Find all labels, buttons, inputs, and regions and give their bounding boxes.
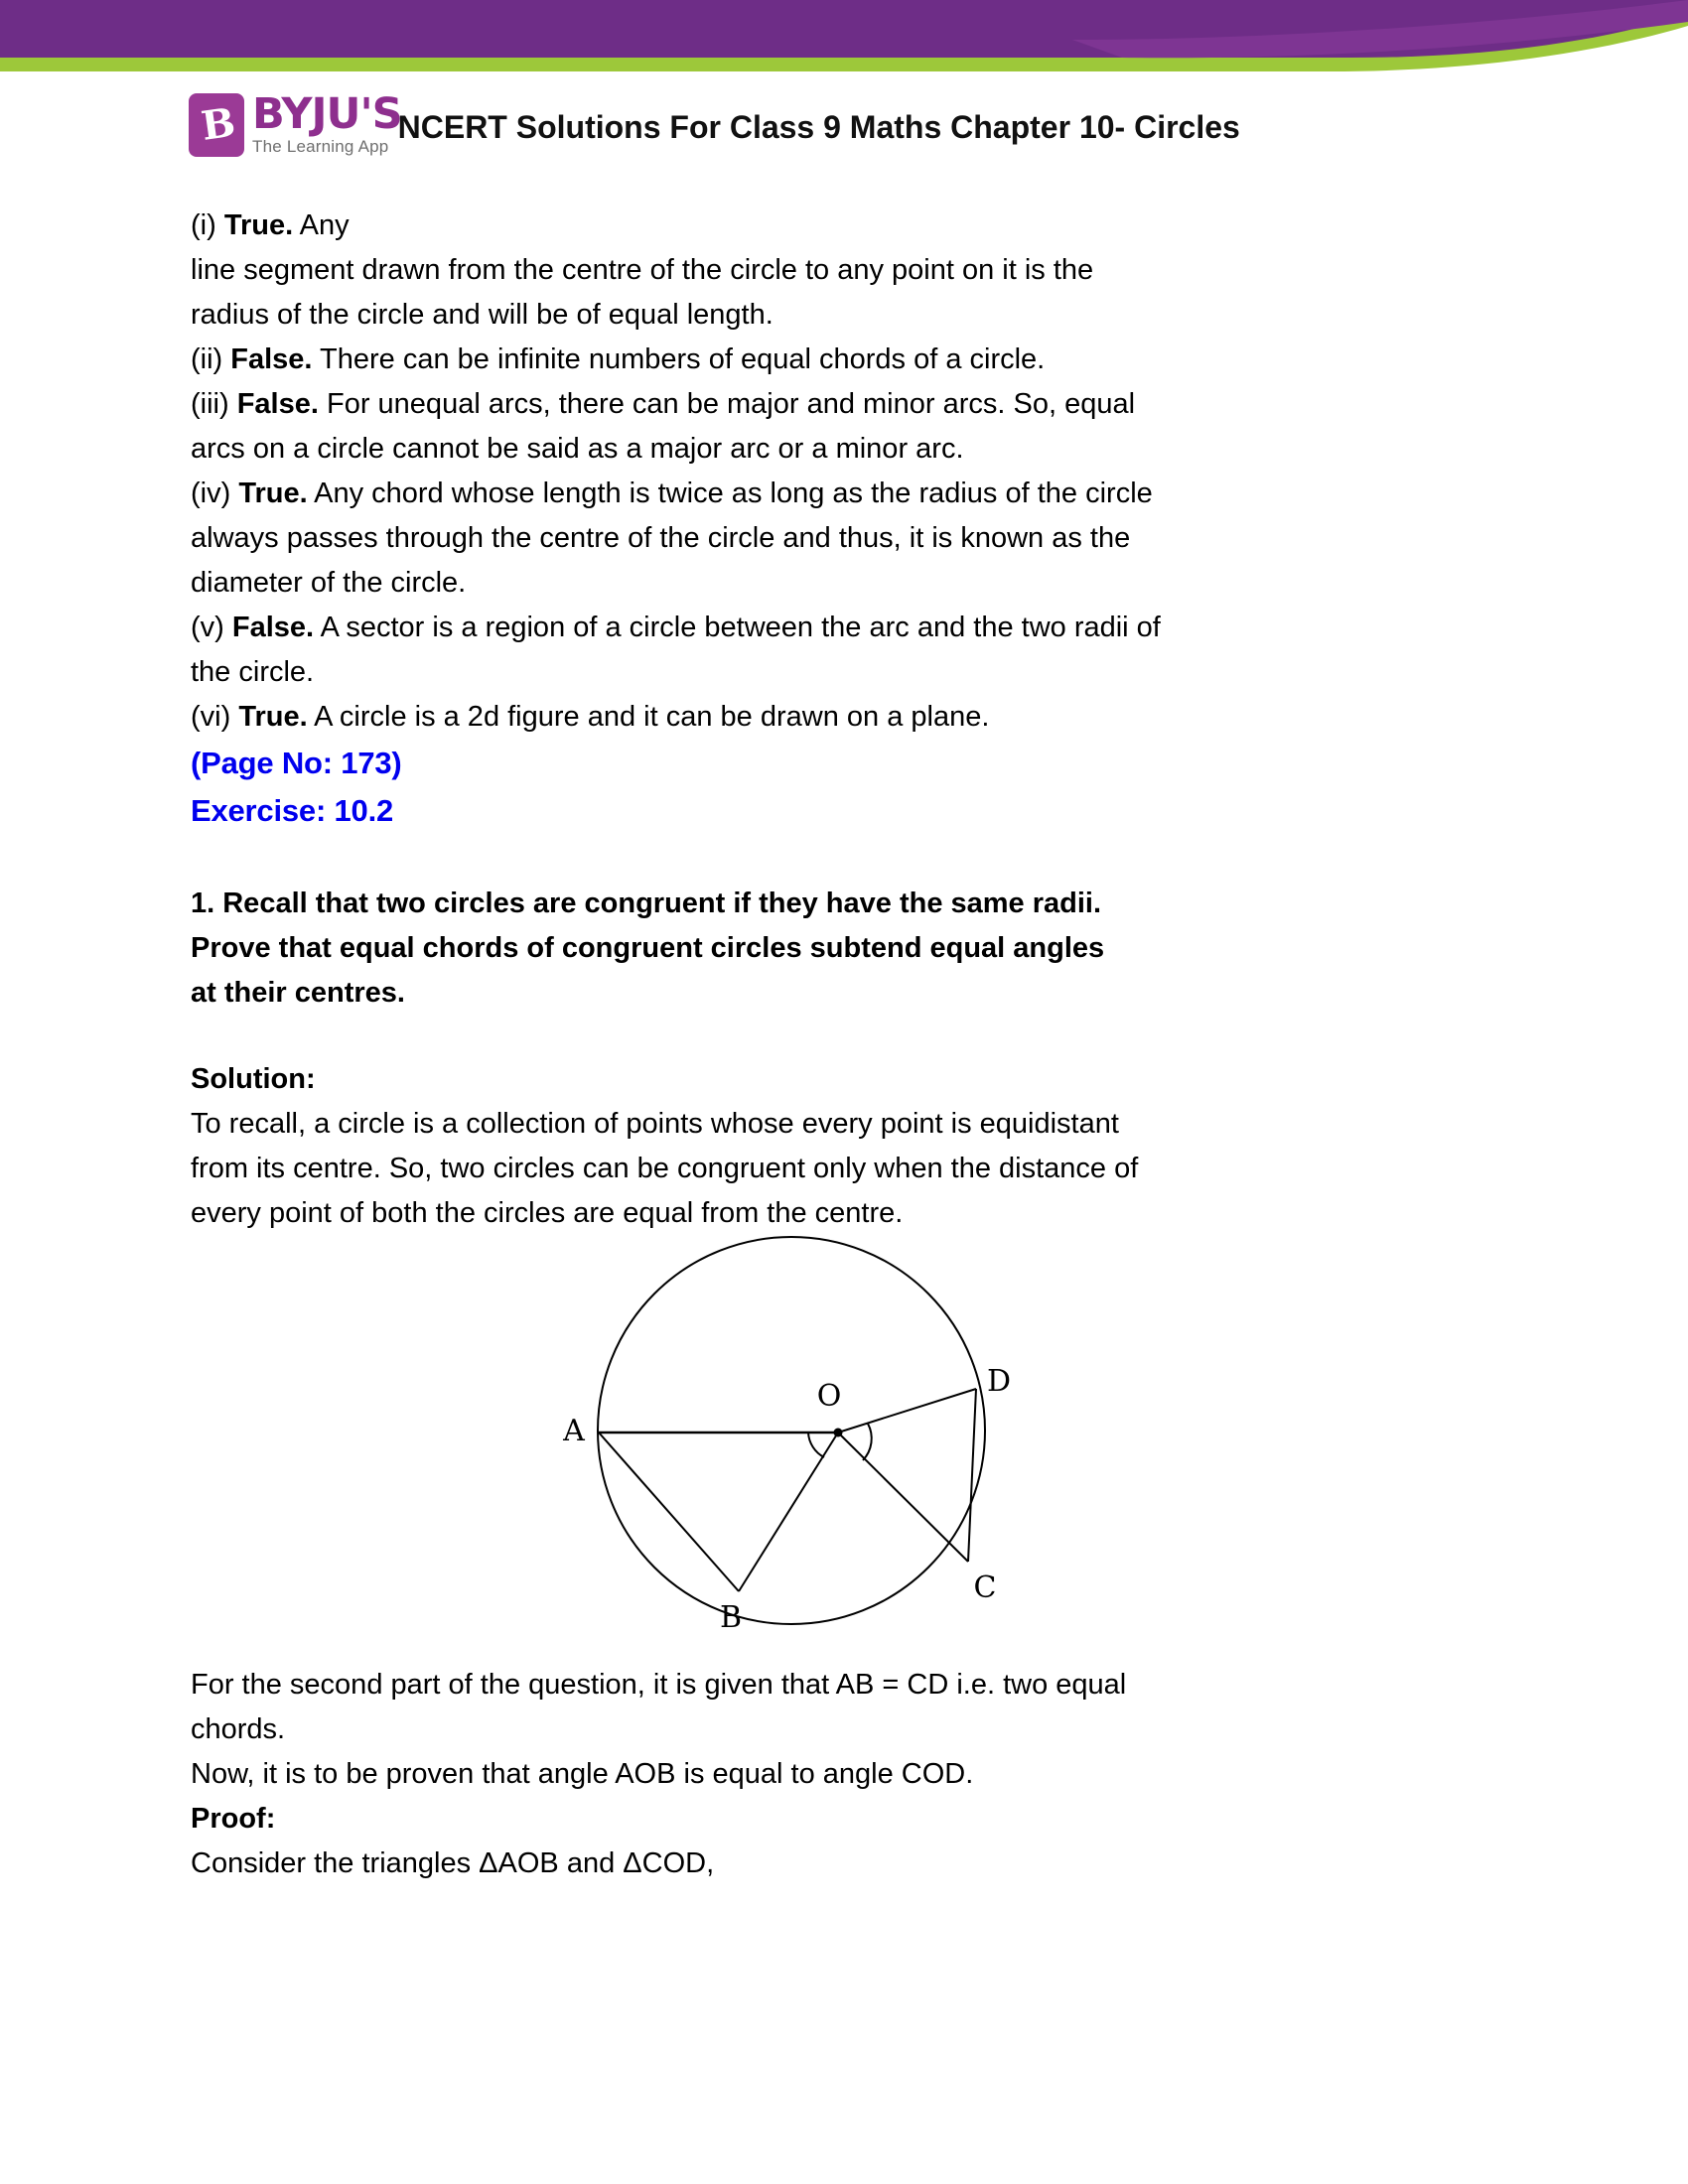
solution-line-2: from its centre. So, two circles can be congruent only when the distance of — [191, 1153, 1139, 1184]
logo-letter-b: B — [198, 98, 238, 150]
tf-num: (iii) — [191, 388, 229, 420]
top-banner — [0, 0, 1688, 99]
tf-text: There can be infinite numbers of equal chords of a circle. — [312, 343, 1046, 375]
after-figure-line-1: For the second part of the question, it is given that AB = CD i.e. two equal — [191, 1669, 1127, 1701]
tf-text: Any — [293, 209, 350, 241]
tf-item-i-line3: radius of the circle and will be of equal length. — [191, 299, 774, 331]
tf-text: For unequal arcs, there can be major and minor arcs. So, equal — [318, 388, 1136, 420]
tf-item-iv — [191, 472, 1501, 516]
tf-item-i-line2: line segment drawn from the centre of the circle to any point on it is the — [191, 254, 1094, 286]
spacer — [191, 835, 1501, 882]
tf-item-iv-line2: always passes through the centre of the circle and thus, it is known as the — [191, 522, 1131, 554]
label-o: O — [816, 1379, 842, 1414]
tf-text: Any chord whose length is twice as long as the radius of the circle — [307, 478, 1153, 509]
byjus-logo-text — [252, 89, 402, 157]
exercise-heading: Exercise: 10.2 — [191, 793, 394, 828]
chord-cd — [968, 1389, 976, 1562]
angle-arc-cod — [863, 1424, 872, 1460]
main-circle — [598, 1237, 985, 1624]
question-line-3: at their centres. — [191, 977, 405, 1009]
radius-od — [838, 1389, 976, 1433]
tf-num: (ii) — [191, 343, 223, 375]
figure-container — [191, 1236, 1501, 1663]
proof-label: Proof: — [191, 1803, 276, 1835]
byjus-logo-mark — [189, 93, 244, 157]
page-header — [189, 89, 1240, 169]
circle-diagram — [563, 1244, 1025, 1641]
tf-verdict: True. — [238, 478, 308, 509]
tf-item-iii-line2: arcs on a circle cannot be said as a major arc or a minor arc. — [191, 433, 964, 465]
proof-line: Consider the triangles ΔAOB and ΔCOD, — [191, 1847, 715, 1879]
solution-line-3: every point of both the circles are equal from the centre. — [191, 1197, 904, 1229]
tf-verdict: False. — [230, 343, 313, 375]
tf-item-vi — [191, 695, 1501, 740]
spacer — [191, 1016, 1501, 1057]
after-figure-line-3: Now, it is to be proven that angle AOB is equal to angle COD. — [191, 1758, 974, 1790]
tf-item-iii — [191, 382, 1501, 427]
tf-item-v-line2: the circle. — [191, 656, 315, 688]
page-title: NCERT Solutions For Class 9 Maths Chapter 10- Circles — [397, 109, 1240, 145]
solution-line-1: To recall, a circle is a collection of points whose every point is equidistant — [191, 1108, 1119, 1140]
label-b: B — [719, 1600, 743, 1635]
tf-verdict: False. — [231, 612, 315, 643]
tf-item-iv-line3: diameter of the circle. — [191, 567, 467, 599]
tf-num: (v) — [191, 612, 224, 643]
chord-ab — [599, 1433, 739, 1591]
tf-num: (vi) — [191, 701, 231, 733]
radius-oc — [838, 1433, 968, 1562]
question-line-1: 1. Recall that two circles are congruent if they have the same radii. — [191, 887, 1102, 919]
tf-text: A sector is a region of a circle between the arc and the two radii of — [314, 612, 1161, 643]
label-a: A — [563, 1414, 585, 1448]
tf-verdict: True. — [223, 209, 294, 241]
solution-label: Solution: — [191, 1063, 316, 1095]
tf-num: (iv) — [191, 478, 231, 509]
label-d: D — [986, 1364, 1012, 1399]
byjus-wordmark: BYJU'S — [252, 89, 402, 139]
tf-item-ii — [191, 338, 1501, 382]
tf-verdict: True. — [238, 701, 308, 733]
angle-arc-aob — [808, 1433, 824, 1457]
document-body — [191, 204, 1501, 1886]
tf-verdict: False. — [236, 388, 319, 420]
page-number-heading: (Page No: 173) — [191, 746, 402, 780]
tf-item-i — [191, 204, 1501, 248]
after-figure-line-2: chords. — [191, 1713, 286, 1745]
tf-item-v — [191, 606, 1501, 650]
label-c: C — [973, 1570, 997, 1605]
byjus-logo — [189, 89, 402, 161]
tf-text: A circle is a 2d figure and it can be drawn on a plane. — [307, 701, 990, 733]
question-line-2: Prove that equal chords of congruent circles subtend equal angles — [191, 932, 1105, 964]
byjus-tagline: The Learning App — [252, 137, 389, 156]
tf-num: (i) — [191, 209, 216, 241]
